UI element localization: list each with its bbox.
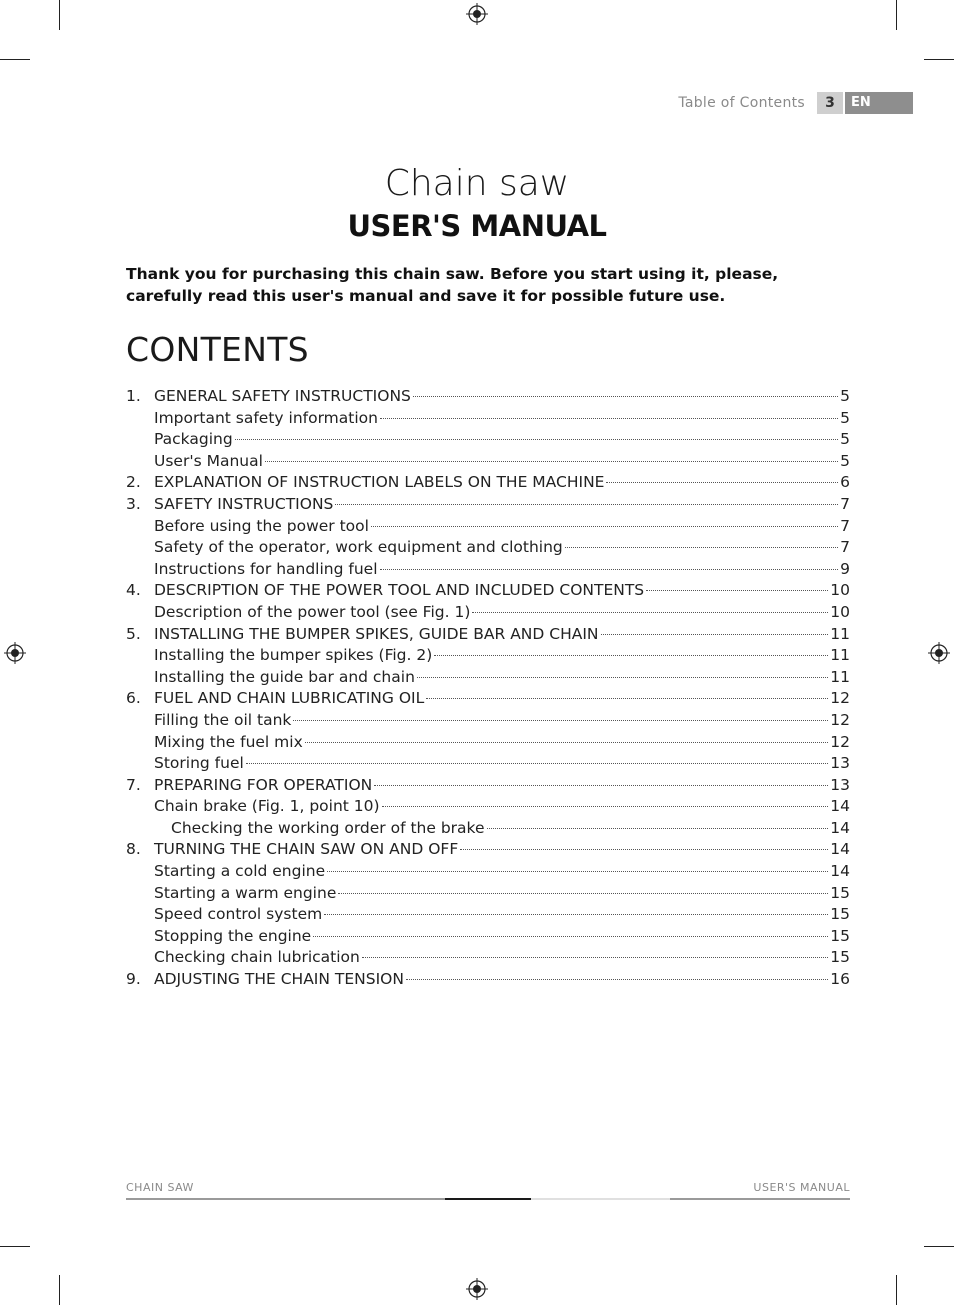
registration-mark-icon (928, 642, 950, 664)
toc-leader-dots (374, 785, 828, 786)
intro-paragraph: Thank you for purchasing this chain saw. Before you start using it, please, carefully read this user's manual and save it for possible future use. (126, 265, 779, 305)
toc-entry-page: 9 (840, 559, 850, 578)
registration-mark-icon (466, 3, 488, 25)
toc-entry[interactable] (126, 905, 850, 927)
toc-leader-dots (417, 677, 828, 678)
toc-entry-page: 14 (830, 840, 850, 859)
table-of-contents (126, 387, 850, 992)
toc-entry-page: 7 (840, 538, 850, 557)
footer-left-label: CHAIN SAW (126, 1181, 194, 1194)
toc-entry-number: 7. (126, 775, 141, 794)
toc-entry-label: TURNING THE CHAIN SAW ON AND OFF (154, 840, 459, 859)
toc-leader-dots (646, 590, 828, 591)
toc-entry-page: 7 (840, 494, 850, 513)
toc-entry-page: 10 (830, 602, 850, 621)
page-number: 3 (817, 92, 843, 114)
toc-entry[interactable] (126, 473, 850, 495)
crop-mark-icon (0, 1246, 30, 1247)
toc-entry-page: 12 (830, 732, 850, 751)
toc-entry-page: 11 (830, 624, 850, 643)
toc-entry-number: 6. (126, 689, 141, 708)
document-subtitle: USER'S MANUAL (347, 209, 607, 243)
toc-entry[interactable] (126, 668, 850, 690)
toc-entry-number: 3. (126, 494, 141, 513)
toc-entry-page: 12 (830, 710, 850, 729)
toc-leader-dots (601, 634, 829, 635)
document-title: Chain saw (384, 163, 570, 204)
toc-leader-dots (487, 828, 829, 829)
toc-entry-page: 14 (830, 818, 850, 837)
toc-entry-page: 15 (830, 883, 850, 902)
toc-entry[interactable] (126, 625, 850, 647)
footer-rule (126, 1198, 850, 1200)
toc-leader-dots (413, 396, 838, 397)
toc-entry-label: Packaging (154, 430, 233, 449)
toc-entry[interactable] (126, 797, 850, 819)
toc-entry[interactable] (126, 409, 850, 431)
language-tab: EN (845, 92, 913, 114)
toc-entry[interactable] (126, 689, 850, 711)
toc-entry-page: 5 (840, 451, 850, 470)
toc-entry-label: Installing the guide bar and chain (154, 667, 415, 686)
toc-entry-page: 15 (830, 926, 850, 945)
toc-entry[interactable] (126, 581, 850, 603)
toc-entry-number: 2. (126, 473, 141, 492)
toc-entry[interactable] (126, 387, 850, 409)
crop-mark-icon (924, 1246, 954, 1247)
toc-entry-label: Important safety information (154, 408, 378, 427)
toc-entry-label: INSTALLING THE BUMPER SPIKES, GUIDE BAR AND CHAIN (154, 624, 599, 643)
toc-entry[interactable] (126, 538, 850, 560)
toc-entry-label: Starting a warm engine (154, 883, 337, 902)
toc-entry-page: 13 (830, 754, 850, 773)
toc-entry-label: Checking the working order of the brake (171, 818, 485, 837)
toc-entry[interactable] (126, 970, 850, 992)
toc-leader-dots (434, 655, 828, 656)
toc-entry-label: EXPLANATION OF INSTRUCTION LABELS ON THE MACHINE (154, 473, 605, 492)
toc-entry-label: SAFETY INSTRUCTIONS (154, 494, 334, 513)
toc-leader-dots (246, 763, 828, 764)
toc-entry[interactable] (126, 884, 850, 906)
toc-entry-page: 5 (840, 387, 850, 405)
toc-entry-page: 11 (830, 646, 850, 665)
toc-entry[interactable] (126, 927, 850, 949)
toc-entry-page: 11 (830, 667, 850, 686)
toc-leader-dots (313, 936, 828, 937)
toc-entry[interactable] (126, 711, 850, 733)
toc-leader-dots (565, 547, 838, 548)
toc-entry-label: Before using the power tool (154, 516, 369, 535)
toc-entry[interactable] (126, 560, 850, 582)
toc-entry-label: Safety of the operator, work equipment and clothing (154, 538, 563, 557)
toc-entry-label: Starting a cold engine (154, 862, 326, 881)
crop-mark-icon (924, 59, 954, 60)
toc-entry-number: 4. (126, 581, 141, 600)
toc-entry-label: Stopping the engine (154, 926, 312, 945)
toc-entry-label: GENERAL SAFETY INSTRUCTIONS (154, 387, 411, 405)
toc-entry-page: 6 (840, 473, 850, 492)
crop-mark-icon (59, 1275, 60, 1305)
toc-leader-dots (460, 849, 828, 850)
toc-leader-dots (327, 871, 828, 872)
toc-entry-number: 1. (126, 387, 141, 405)
toc-entry-number: 8. (126, 840, 141, 859)
header-section-label: Table of Contents (678, 95, 805, 111)
toc-entry-label: PREPARING FOR OPERATION (154, 775, 373, 794)
toc-entry-page: 12 (830, 689, 850, 708)
toc-leader-dots (380, 569, 838, 570)
toc-entry-page: 14 (830, 862, 850, 881)
toc-entry-label: Filling the oil tank (154, 710, 292, 729)
crop-mark-icon (59, 0, 60, 30)
toc-entry-page: 10 (830, 581, 850, 600)
toc-entry-page: 15 (830, 905, 850, 924)
crop-mark-icon (896, 1275, 897, 1305)
toc-leader-dots (305, 742, 829, 743)
toc-entry[interactable] (126, 517, 850, 539)
toc-entry-label: DESCRIPTION OF THE POWER TOOL AND INCLUDED CONTENTS (154, 581, 645, 600)
footer-right-label: USER'S MANUAL (753, 1181, 850, 1194)
contents-heading: CONTENTS (126, 330, 309, 369)
toc-entry-label: Description of the power tool (see Fig. 1) (154, 602, 471, 621)
toc-entry[interactable] (126, 776, 850, 798)
toc-entry-number: 5. (126, 624, 141, 643)
toc-entry-label: Installing the bumper spikes (Fig. 2) (154, 646, 433, 665)
toc-leader-dots (406, 979, 828, 980)
toc-entry-page: 5 (840, 408, 850, 427)
toc-entry-page: 15 (830, 948, 850, 967)
toc-leader-dots (380, 418, 838, 419)
toc-entry-label: Speed control system (154, 905, 323, 924)
toc-entry-label: Mixing the fuel mix (154, 732, 303, 751)
toc-entry-page: 16 (830, 970, 850, 989)
toc-entry[interactable] (126, 819, 850, 841)
toc-entry-page: 5 (840, 430, 850, 449)
toc-leader-dots (265, 461, 838, 462)
toc-entry-page: 13 (830, 775, 850, 794)
toc-leader-dots (335, 504, 838, 505)
toc-entry-label: Instructions for handling fuel (154, 559, 378, 578)
toc-entry-label: ADJUSTING THE CHAIN TENSION (154, 970, 404, 989)
toc-leader-dots (371, 526, 838, 527)
toc-entry[interactable] (126, 948, 850, 970)
toc-entry[interactable] (126, 452, 850, 474)
toc-leader-dots (324, 914, 828, 915)
toc-entry-label: Storing fuel (154, 754, 244, 773)
toc-entry[interactable] (126, 840, 850, 862)
registration-mark-icon (4, 642, 26, 664)
toc-entry-label: User's Manual (154, 451, 263, 470)
toc-entry[interactable] (126, 754, 850, 776)
toc-leader-dots (426, 698, 828, 699)
toc-entry[interactable] (126, 603, 850, 625)
toc-leader-dots (338, 893, 828, 894)
crop-mark-icon (0, 59, 30, 60)
toc-entry-label: Chain brake (Fig. 1, point 10) (154, 797, 380, 816)
toc-entry[interactable] (126, 862, 850, 884)
toc-entry[interactable] (126, 733, 850, 755)
crop-mark-icon (896, 0, 897, 30)
toc-leader-dots (362, 957, 828, 958)
toc-entry-label: Checking chain lubrication (154, 948, 360, 967)
toc-entry-page: 7 (840, 516, 850, 535)
toc-leader-dots (606, 482, 838, 483)
toc-entry-number: 9. (126, 970, 141, 989)
toc-entry[interactable] (126, 495, 850, 517)
toc-entry-label: FUEL AND CHAIN LUBRICATING OIL (154, 689, 425, 708)
toc-leader-dots (293, 720, 828, 721)
toc-entry-page: 14 (830, 797, 850, 816)
toc-leader-dots (235, 439, 838, 440)
toc-entry[interactable] (126, 430, 850, 452)
toc-leader-dots (382, 806, 829, 807)
registration-mark-icon (466, 1278, 488, 1300)
toc-leader-dots (472, 612, 828, 613)
toc-entry[interactable] (126, 646, 850, 668)
